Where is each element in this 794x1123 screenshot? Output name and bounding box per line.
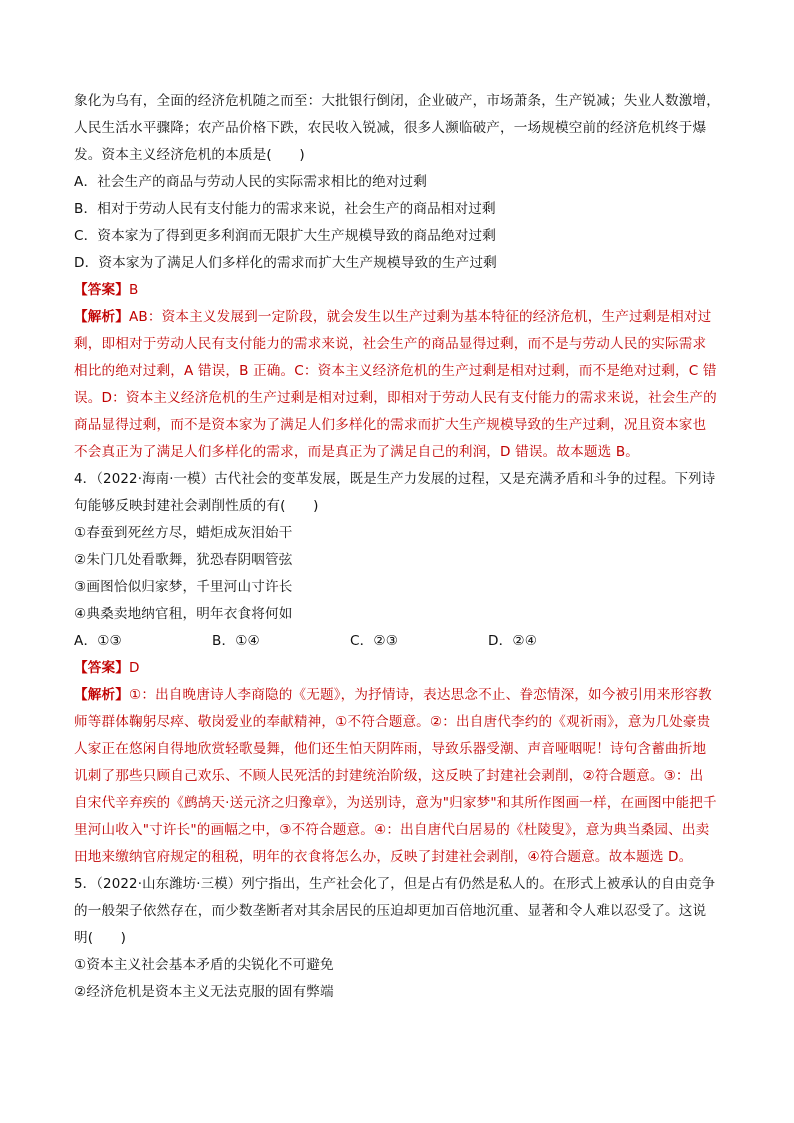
q3-option-c: C．资本家为了得到更多利润而无限扩大生产规模导致的商品绝对过剩 xyxy=(74,228,496,244)
q5-item: ②经济危机是资本主义无法克服的固有弊端 xyxy=(74,984,334,1000)
q4-item: ④典桑卖地纳官租，明年衣食将何如 xyxy=(74,606,293,622)
q3-answer xyxy=(74,277,724,304)
q4-options xyxy=(74,628,724,655)
analysis-tag: 【解析】 xyxy=(74,687,129,703)
q3-option-a: A．社会生产的商品与劳动人民的实际需求相比的绝对过剩 xyxy=(74,174,428,190)
q3-option-d: D．资本家为了满足人们多样化的需求而扩大生产规模导致的生产过剩 xyxy=(74,255,497,271)
q5-stem-line: 5．（2022·山东潍坊·三模）列宁指出，生产社会化了，但是占有仍然是私人的。在形式上被承认的自由竞争 xyxy=(74,877,716,892)
q5-stem-line: 的一般架子依然存在，而少数垄断者对其余居民的压迫却更加百倍地沉重、显著和令人难以忍受了。这说 xyxy=(74,903,707,919)
answer-value: B xyxy=(128,282,139,298)
q4-item: ②朱门几处看歌舞，犹恐春阴咽管弦 xyxy=(74,552,293,568)
q4-analysis-line: 自宋代辛弃疾的《鹧鸪天·送元济之归豫章》，为送别诗，意为"归家梦"和其所作图画一样，在画图中能把千 xyxy=(74,795,717,811)
q4-analysis-line: 里河山收入"寸许长"的画幅之中，③不符合题意。④：出自唐代白居易的《杜陵叟》，意为典当桑园、出卖 xyxy=(74,822,710,838)
q4-option-d: D．②④ xyxy=(488,633,538,649)
q3-analysis-line: 不会真正为了满足人们多样化的需求，而是真正为了满足自己的利润，D 错误。故本题选 B。 xyxy=(74,444,640,460)
q3-option-b: B．相对于劳动人民有支付能力的需求来说，社会生产的商品相对过剩 xyxy=(74,201,496,217)
q3-analysis xyxy=(74,304,724,331)
q4-analysis-line: 田地来缴纳官府规定的租税，明年的衣食将怎么办，反映了封建社会剥削，④符合题意。故本题选 D。 xyxy=(74,849,693,865)
q4-stem-line: 句能够反映封建社会剥削性质的有( ) xyxy=(74,498,319,514)
q3-stem-line: 象化为乌有，全面的经济危机随之而至：大批银行倒闭，企业破产，市场萧条，生产锐减；失业人数激增， xyxy=(74,93,720,109)
q3-stem-line: 发。资本主义经济危机的本质是( ) xyxy=(74,147,305,163)
answer-tag: 【答案】 xyxy=(74,660,129,676)
answer-value: D xyxy=(128,660,140,676)
answer-tag: 【答案】 xyxy=(74,282,129,298)
q3-analysis-line: 剩，即相对于劳动人民有支付能力的需求来说，社会生产的商品显得过剩，而不是与劳动人民的实际需求 xyxy=(74,336,707,352)
q4-answer xyxy=(74,655,724,682)
q4-analysis-line: 师等群体鞠躬尽瘁、敬岗爱业的奉献精神，①不符合题意。②：出自唐代李约的《观祈雨》，意为几处豪贵 xyxy=(74,714,711,730)
q4-analysis xyxy=(74,682,724,709)
q3-analysis-line: 商品显得过剩，而不是资本家为了满足人们多样化的需求而扩大生产规模导致的生产过剩，况且资本家也 xyxy=(74,417,707,433)
q4-item: ③画图恰似归家梦，千里河山寸许长 xyxy=(74,579,293,595)
analysis-text: AB：资本主义发展到一定阶段，就会发生以生产过剩为基本特征的经济危机，生产过剩是相对过 xyxy=(128,309,712,325)
q4-option-b: B．①④ xyxy=(212,633,260,649)
analysis-text: ①：出自晚唐诗人李商隐的《无题》，为抒情诗，表达思念不止、眷恋情深，如今被引用来形容教 xyxy=(128,687,712,703)
q5-item: ①资本主义社会基本矛盾的尖锐化不可避免 xyxy=(74,957,334,973)
q4-stem-line: 4．（2022·海南·一模）古代社会的变革发展，既是生产力发展的过程，又是充满矛盾和斗争的过程。下列诗 xyxy=(74,472,716,487)
q4-option-c: C．②③ xyxy=(350,633,399,649)
document-page xyxy=(74,88,724,1006)
q3-stem-line: 人民生活水平骤降；农产品价格下跌，农民收入锐减，很多人濒临破产，一场规模空前的经济危机终于爆 xyxy=(74,120,707,136)
q4-analysis-line: 讥刺了那些只顾自己欢乐、不顾人民死活的封建统治阶级，这反映了封建社会剥削，②符合题意。③：出 xyxy=(74,768,704,784)
q3-analysis-line: 误。D：资本主义经济危机的生产过剩是相对过剩，即相对于劳动人民有支付能力的需求来说，社会生产的 xyxy=(74,390,717,406)
q4-item: ①春蚕到死丝方尽，蜡炬成灰泪始干 xyxy=(74,525,293,541)
q4-option-a: A．①③ xyxy=(74,633,122,649)
q4-analysis-line: 人家正在悠闲自得地欣赏轻歌曼舞，他们还生怕天阴阵雨，导致乐器受潮、声音哑咽呢！诗句含蓄曲折地 xyxy=(74,741,707,757)
analysis-tag: 【解析】 xyxy=(74,309,129,325)
q3-analysis-line: 相比的绝对过剩，A 错误，B 正确。C：资本主义经济危机的生产过剩是相对过剩，而不是绝对过剩，C 错 xyxy=(74,363,717,379)
q5-stem-line: 明( ) xyxy=(74,930,127,946)
